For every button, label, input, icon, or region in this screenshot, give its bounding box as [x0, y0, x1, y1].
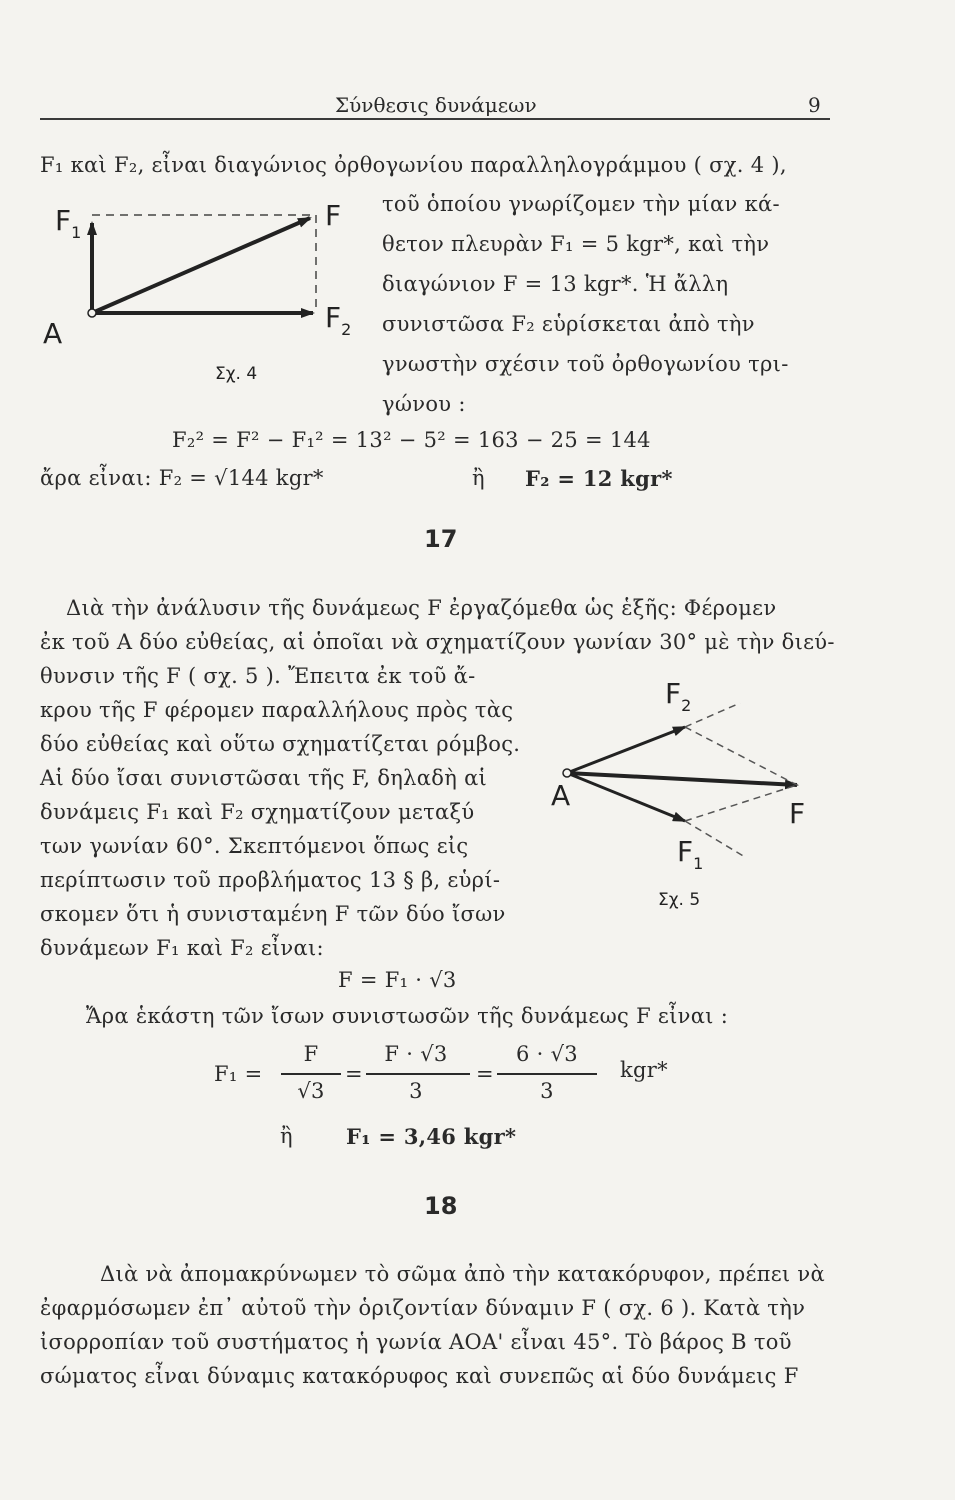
- fig4-label-a: A: [43, 317, 63, 350]
- frac3-bar: [497, 1073, 597, 1075]
- fig5-f2-arrow: [567, 727, 685, 773]
- problem16-line-4: συνιστῶσα F₂ εὑρίσκεται ἀπὸ τὴν: [382, 312, 755, 336]
- frac1-bar: [281, 1073, 341, 1075]
- figure-4: [40, 185, 370, 410]
- problem17-narrow-line-6: περίπτωσιν τοῦ προβλήματος 13 § β, εὑρί-: [40, 868, 501, 892]
- frac3-denominator: 3: [540, 1079, 554, 1103]
- header-rule: [40, 118, 830, 120]
- fig5-caption: Σχ. 5: [658, 890, 701, 910]
- fig5-dashed-lower: [685, 785, 797, 821]
- frac2-numerator: F · √3: [384, 1042, 448, 1066]
- fig4-label-f: F: [325, 199, 342, 232]
- fig5-f-arrow: [567, 773, 797, 785]
- problem18-line-1: Διὰ νὰ ἀπομακρύνωμεν τὸ σῶμα ἀπὸ τὴν κατακόρυφον, πρέπει νὰ: [100, 1262, 825, 1286]
- frac-eq-1: =: [345, 1062, 363, 1086]
- frac3-numerator: 6 · √3: [516, 1042, 578, 1066]
- problem17-number: 17: [424, 525, 458, 553]
- frac-eq-2: =: [476, 1062, 494, 1086]
- problem17-narrow-line-7: σκομεν ὅτι ἡ συνισταμένη F τῶν δύο ἴσων: [40, 902, 506, 926]
- problem18-line-3: ἰσορροπίαν τοῦ συστήματος ἡ γωνία ΑΟΑ' εἶναι 45°. Τὸ βάρος Β τοῦ: [40, 1330, 792, 1354]
- fig4-caption: Σχ. 4: [215, 364, 258, 384]
- problem17-narrow-line-5: των γωνίαν 60°. Σκεπτόμενοι ὅπως εἰς: [40, 834, 469, 858]
- problem16-line-3: διαγώνιον F = 13 kgr*. Ἡ ἄλλη: [382, 272, 729, 296]
- running-header-title: Σύνθεσις δυνάμεων: [335, 93, 537, 117]
- problem16-equation: F₂² = F² − F₁² = 13² − 5² = 163 − 25 = 144: [172, 428, 651, 452]
- problem17-narrow-line-2: δύο εὐθείας καὶ οὕτω σχηματίζεται ρόμβος.: [40, 732, 521, 756]
- problem17-line-3: θυνσιν τῆς F ( σχ. 5 ). Ἔπειτα ἐκ τοῦ ἄ-: [40, 664, 476, 688]
- problem17-line-2: ἐκ τοῦ A δύο εὐθείας, αἱ ὁποῖαι νὰ σχηματίζουν γωνίαν 30° μὲ τὴν διεύ-: [40, 630, 835, 654]
- problem18-number: 18: [424, 1192, 458, 1220]
- problem16-line-1: τοῦ ὁποίου γνωρίζομεν τὴν μίαν κά-: [382, 192, 780, 216]
- page-number: 9: [808, 93, 821, 117]
- problem18-line-4: σώματος εἶναι δύναμις κατακόρυφος καὶ συνεπῶς αἱ δύο δυνάμεις F: [40, 1364, 799, 1388]
- problem16-result-value: F₂ = 12 kgr*: [525, 466, 673, 491]
- fig5-dashed-upper: [685, 727, 797, 785]
- fig5-label-f1: $F_1$: [677, 835, 704, 873]
- frac2-denominator: 3: [409, 1079, 423, 1103]
- problem16-result-or: ἢ: [472, 466, 485, 490]
- frac1-denominator: √3: [297, 1079, 325, 1103]
- fig5-dashed-ext-top: [685, 703, 740, 727]
- fig5-label-a: A: [551, 779, 571, 812]
- problem17-result-or: ἢ: [280, 1124, 293, 1148]
- fig4-point-a: [88, 309, 96, 317]
- frac1-numerator: F: [303, 1042, 319, 1066]
- problem17-narrow-line-1: κρου τῆς F φέρομεν παραλλήλους πρὸς τὰς: [40, 698, 514, 722]
- problem17-result-value: F₁ = 3,46 kgr*: [346, 1124, 517, 1149]
- problem16-intro: F₁ καὶ F₂, εἶναι διαγώνιος ὀρθογωνίου παραλληλογράμμου ( σχ. 4 ),: [40, 153, 787, 177]
- problem16-result-prefix: ἄρα εἶναι: F₂ = √144 kgr*: [40, 466, 324, 490]
- frac2-bar: [366, 1073, 470, 1075]
- fig4-label-f2: $F_2$: [325, 301, 352, 339]
- problem17-narrow-line-8: δυνάμεων F₁ καὶ F₂ εἶναι:: [40, 936, 324, 960]
- fig5-point-a: [563, 769, 571, 777]
- problem17-narrow-line-4: δυνάμεις F₁ καὶ F₂ σχηματίζουν μεταξύ: [40, 800, 475, 824]
- problem16-line-2: θετον πλευρὰν F₁ = 5 kgr*, καὶ τὴν: [382, 232, 770, 256]
- problem17-formula-1: F = F₁ · √3: [338, 968, 457, 992]
- figure-5: [545, 665, 845, 920]
- fig5-label-f: F: [789, 797, 806, 830]
- problem17-line-after: Ἄρα ἑκάστη τῶν ἴσων συνιστωσῶν τῆς δυνάμεως F εἶναι :: [86, 1004, 729, 1028]
- fig5-label-f2: $F_2$: [665, 677, 692, 715]
- problem16-line-5: γνωστὴν σχέσιν τοῦ ὀρθογωνίου τρι-: [382, 352, 789, 376]
- fig5-dashed-ext-bottom: [685, 821, 745, 857]
- fig4-label-f1: $F_1$: [55, 204, 82, 242]
- problem18-line-2: ἐφαρμόσωμεν ἐπ᾽ αὐτοῦ τὴν ὁριζοντίαν δύναμιν F ( σχ. 6 ). Κατὰ τὴν: [40, 1296, 806, 1320]
- frac-lhs: F₁ =: [214, 1062, 263, 1086]
- fig4-f-arrow: [92, 218, 310, 313]
- problem17-line-1: Διὰ τὴν ἀνάλυσιν τῆς δυνάμεως F ἐργαζόμεθα ὡς ἑξῆς: Φέρομεν: [66, 596, 777, 620]
- problem16-line-6: γώνου :: [382, 392, 466, 416]
- problem17-narrow-line-3: Αἱ δύο ἴσαι συνιστῶσαι τῆς F, δηλαδὴ αἱ: [40, 766, 488, 790]
- frac-unit: kgr*: [620, 1058, 668, 1082]
